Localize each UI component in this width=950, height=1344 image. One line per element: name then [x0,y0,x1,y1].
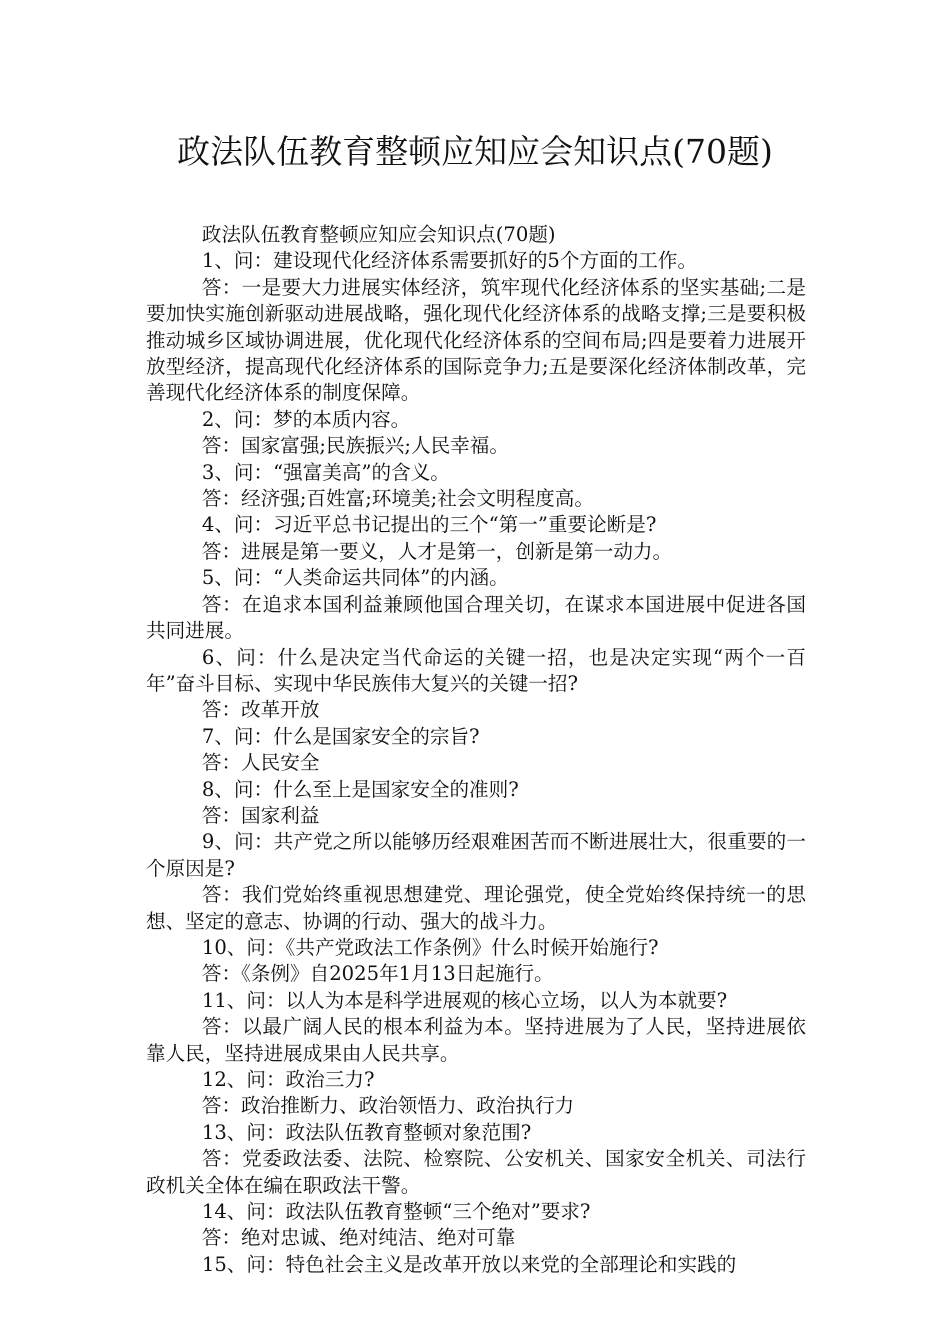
question-15: 15、问：特色社会主义是改革开放以来党的全部理论和实践的 [201,1252,737,1276]
answer-11: 答：以最广阔人民的根本利益为本。坚持进展为了人民，坚持进展依靠人民，坚持进展成果由人民共享。 [146,1015,806,1065]
answer-14: 答：绝对忠诚、绝对纯洁、绝对可靠 [201,1226,516,1250]
question-11: 11、问：以人为本是科学进展观的核心立场，以人为本就要? [201,988,728,1012]
question-2: 2、问：梦的本质内容。 [201,407,411,431]
question-3: 3、问：“强富美高”的含义。 [201,460,450,484]
answer-7: 答：人民安全 [201,751,320,775]
answer-6: 答：改革开放 [201,698,320,722]
answer-8: 答：国家利益 [201,803,320,827]
answer-13: 答：党委政法委、法院、检察院、公安机关、国家安全机关、司法行政机关全体在编在职政法干警。 [146,1147,806,1197]
answer-3: 答：经济强;百姓富;环境美;社会文明程度高。 [201,487,594,511]
answer-1: 答：一是要大力进展实体经济，筑牢现代化经济体系的坚实基础;二是要加快实施创新驱动进展战略，强化现代化经济体系的战略支撑;三是要积极推动城乡区域协调进展，优化现代化经济体系的空间布局;四是要着力进展开放型经济，提高现代化经济体系的国际竞争力;五是要深化经济体制改革，完善现代化经济体系的制度保障。 [146,275,806,405]
question-5: 5、问：“人类命运共同体”的内涵。 [201,566,509,590]
question-6: 6、问：什么是决定当代命运的关键一招，也是决定实现“两个一百年”奋斗目标、实现中华民族伟大复兴的关键一招? [146,645,806,695]
document-title: 政法队伍教育整顿应知应会知识点(70题) [177,132,773,171]
question-7: 7、问：什么是国家安全的宗旨? [201,724,480,748]
question-14: 14、问：政法队伍教育整顿“三个绝对”要求? [201,1200,591,1224]
question-12: 12、问：政治三力? [201,1068,375,1091]
answer-2: 答：国家富强;民族振兴;人民幸福。 [201,434,509,458]
question-8: 8、问：什么至上是国家安全的准则? [201,777,519,801]
paragraph: 政法队伍教育整顿应知应会知识点(70题) [201,223,556,246]
answer-5: 答：在追求本国利益兼顾他国合理关切，在谋求本国进展中促进各国共同进展。 [146,592,806,643]
question-13: 13、问：政法队伍教育整顿对象范围? [201,1120,532,1144]
answer-9: 答：我们党始终重视思想建党、理论强党，使全党始终保持统一的思想、坚定的意志、协调的行动、强大的战斗力。 [146,883,806,933]
question-9: 9、问：共产党之所以能够历经艰难困苦而不断进展壮大，很重要的一个原因是? [146,830,806,880]
document-body [146,222,806,1278]
answer-10: 答：《条例》自2025年1月13日起施行。 [201,962,554,986]
answer-4: 答：进展是第一要义，人才是第一，创新是第一动力。 [201,539,673,563]
question-10: 10、问：《共产党政法工作条例》什么时候开始施行? [201,935,659,959]
question-1: 1、问：建设现代化经济体系需要抓好的5个方面的工作。 [201,249,698,273]
answer-12: 答：政治推断力、政治领悟力、政治执行力 [201,1094,575,1118]
question-4: 4、问：习近平总书记提出的三个“第一”重要论断是? [201,513,657,537]
